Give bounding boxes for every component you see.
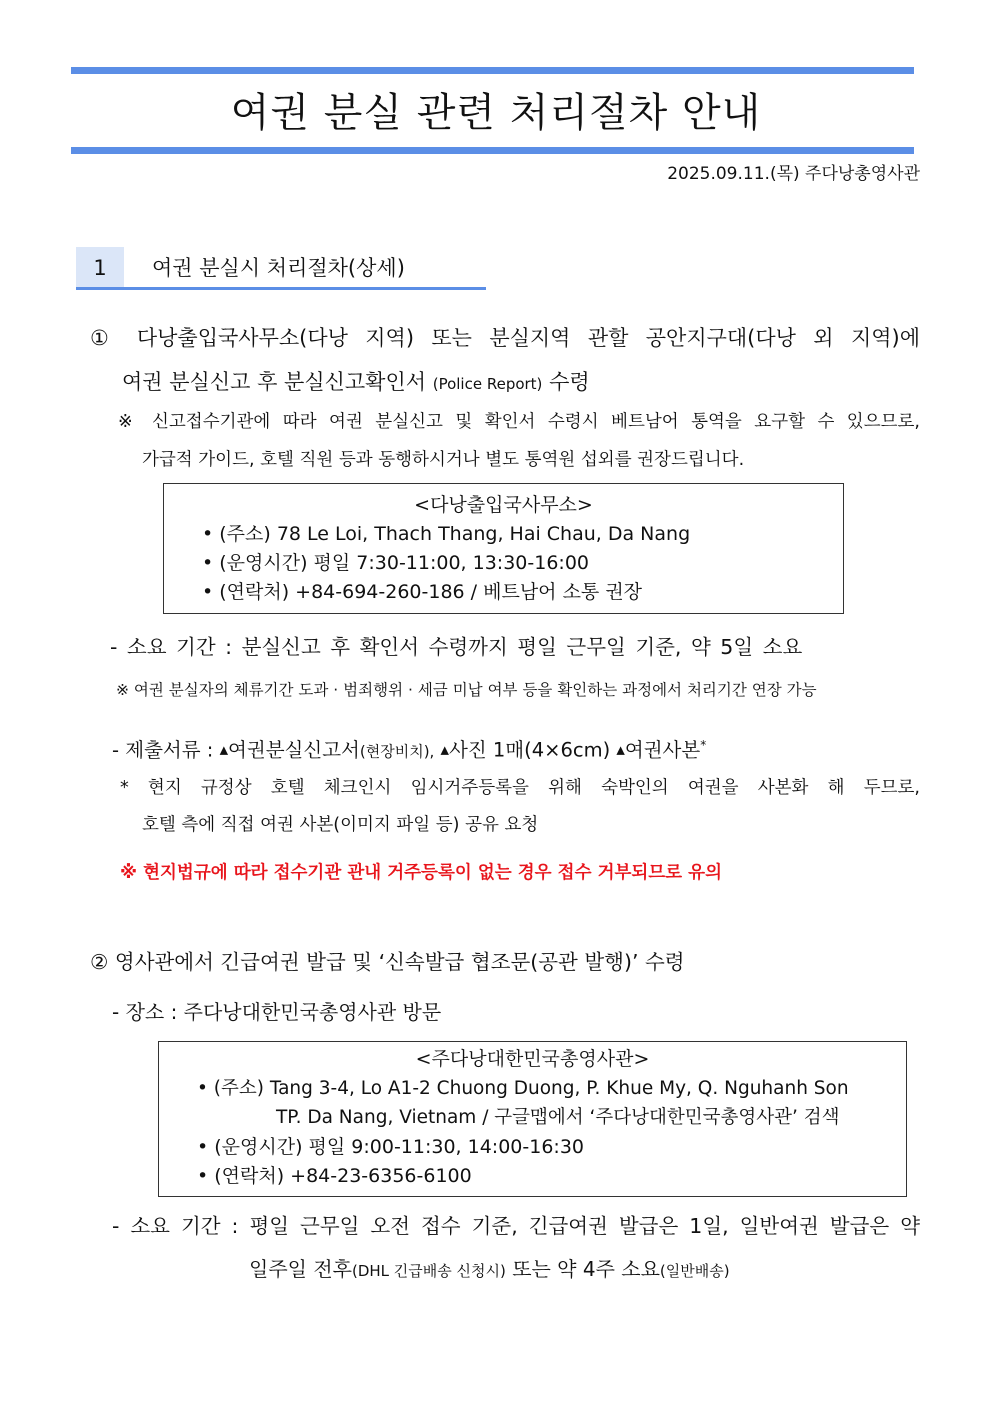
step2-place: - 장소 : 주다낭대한민국총영사관 방문: [112, 1000, 442, 1024]
star-note-line2: 호텔 측에 직접 여권 사본(이미지 파일 등) 공유 요청: [142, 815, 539, 835]
jurisdiction-warning: ※ 현지법규에 따라 접수기관 관내 거주등록이 없는 경우 접수 거부되므로 유의: [120, 863, 722, 883]
duration-regular: 또는 약 4주 소요: [512, 1257, 660, 1281]
duration-urgent-note: (DHL 긴급배송 신청시): [351, 1262, 506, 1280]
triangle-bullet-icon: ▲: [616, 743, 625, 757]
immigration-office-contact: • (연락처) +84-694-260-186 / 베트남어 소통 권장: [202, 581, 643, 603]
star-note-line1: * 현지 규정상 호텔 체크인시 임시거주등록을 위해 숙박인의 여권을 사본화 해 두므로,: [120, 778, 920, 798]
immigration-office-address: • (주소) 78 Le Loi, Thach Thang, Hai Chau, Da Nang: [202, 523, 691, 545]
top-rule: [71, 67, 914, 74]
triangle-bullet-icon: ▲: [440, 743, 449, 757]
section-heading: [76, 247, 486, 289]
immigration-office-hours: • (운영시간) 평일 7:30-11:00, 13:30-16:00: [202, 552, 589, 574]
immigration-office-box: [163, 483, 844, 614]
triangle-bullet-icon: ▲: [219, 743, 229, 757]
step1-duration: - 소요 기간 : 분실신고 후 확인서 수령까지 평일 근무일 기준, 약 5일 소요: [110, 635, 803, 659]
step2-duration-line1: - 소요 기간 : 평일 근무일 오전 접수 기준, 긴급여권 발급은 1일, 일반여권 발급은 약: [112, 1214, 920, 1238]
step1-note-line1: ※ 신고접수기관에 따라 여권 분실신고 및 확인서 수령시 베트남어 통역을 요구할 수 있으므로,: [118, 412, 920, 432]
duration-urgent: 일주일 전후: [249, 1257, 352, 1281]
section-title: 여권 분실시 처리절차(상세): [152, 256, 405, 280]
bottom-rule: [71, 147, 914, 154]
immigration-office-heading: <다낭출입국사무소>: [414, 494, 593, 516]
page-title: 여권 분실 관련 처리절차 안내: [230, 90, 762, 136]
step1-line2-end: 수령: [549, 370, 590, 394]
step1-duration-note: ※ 여권 분실자의 체류기간 도과 · 범죄행위 · 세금 미납 여부 등을 확인하는 과정에서 처리기간 연장 가능: [116, 681, 817, 699]
consulate-heading: <주다낭대한민국총영사관>: [415, 1048, 650, 1070]
step1-required-docs: [112, 730, 706, 767]
consulate-address-line1: • (주소) Tang 3-4, Lo A1-2 Chuong Duong, P. Khue My, Q. Nguhanh Son: [197, 1078, 849, 1099]
consulate-hours: • (운영시간) 평일 9:00-11:30, 14:00-16:30: [197, 1136, 584, 1158]
step1-line1: ① 다낭출입국사무소(다낭 지역) 또는 분실지역 관할 공안지구대(다낭 외 지역)에: [90, 326, 920, 350]
doc-loss-report: 여권분실신고서: [228, 738, 360, 762]
doc-passport-copy-mark: *: [700, 738, 707, 752]
step2-duration-line2: [249, 1254, 730, 1286]
section-number: 1: [76, 247, 124, 289]
docs-label: - 제출서류 :: [112, 738, 214, 762]
doc-loss-report-note: (현장비치),: [359, 742, 435, 761]
step1-line2-paren: (Police Report): [432, 375, 543, 393]
consulate-box: [158, 1041, 907, 1197]
section-underline: [76, 287, 486, 290]
step1-note-line2: 가급적 가이드, 호텔 직원 등과 동행하시거나 별도 통역원 섭외를 권장드립니다.: [142, 450, 745, 470]
duration-regular-note: (일반배송): [659, 1262, 730, 1280]
consulate-address-line2: TP. Da Nang, Vietnam / 구글맵에서 ‘주다낭대한민국총영사관’ 검색: [276, 1107, 840, 1128]
consulate-contact: • (연락처) +84-23-6356-6100: [197, 1165, 472, 1187]
step1-line2: [122, 366, 590, 400]
step1-line2-main: 여권 분실신고 후 분실신고확인서: [122, 370, 427, 394]
step2-line1: ② 영사관에서 긴급여권 발급 및 ‘신속발급 협조문(공관 발행)’ 수령: [90, 950, 685, 974]
date-issuer: 2025.09.11.(목) 주다낭총영사관: [667, 164, 920, 184]
doc-photo: 사진 1매(4×6cm): [449, 738, 611, 762]
doc-passport-copy: 여권사본: [624, 738, 701, 762]
